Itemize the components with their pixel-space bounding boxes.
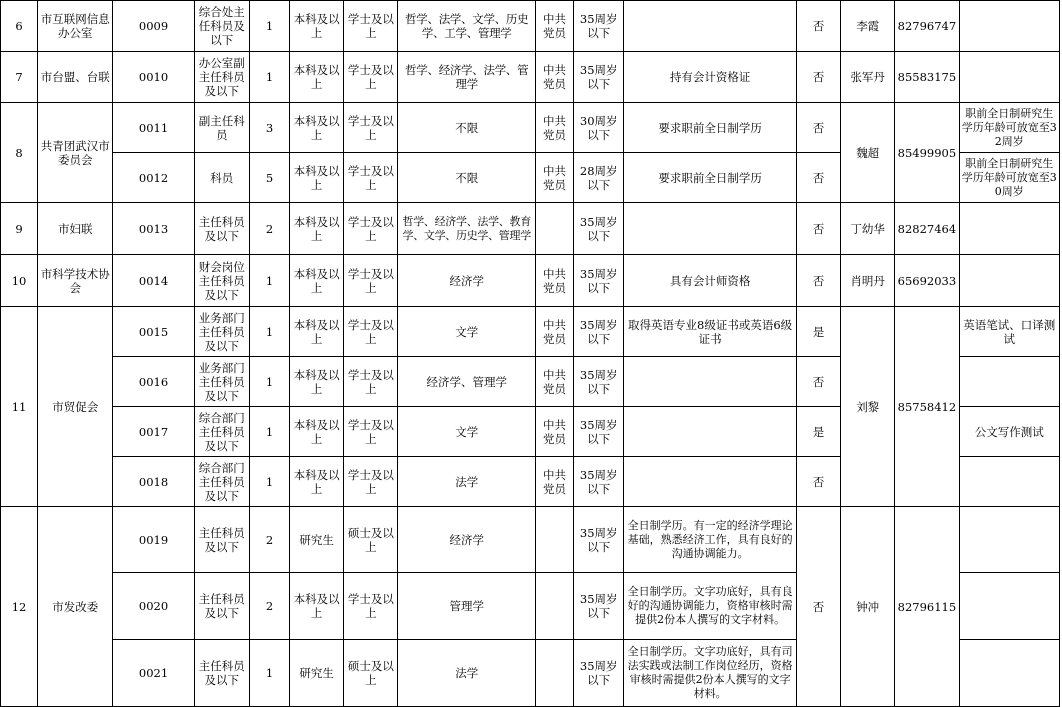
code-cell: 0016 [113,357,194,407]
unit-cell: 市互联网信息办公室 [38,1,113,52]
degree-cell: 学士及以上 [344,407,398,457]
count-cell: 5 [249,153,289,203]
count-cell: 2 [249,573,289,640]
major-cell: 文学 [398,307,536,357]
seq-cell: 6 [1,1,38,52]
degree-cell: 硕士及以上 [344,507,398,573]
other-cell [624,1,797,52]
education-cell: 本科及以上 [290,573,344,640]
table-row [1,507,1060,573]
education-cell: 研究生 [290,640,344,707]
political-cell: 中共党员 [535,307,573,357]
seq-cell: 11 [1,307,38,507]
education-cell: 本科及以上 [290,457,344,507]
code-cell: 0011 [113,103,194,153]
age-cell: 35周岁以下 [574,52,624,103]
exam-cell: 否 [796,457,840,507]
major-cell: 管理学 [398,573,536,640]
exam-cell: 否 [796,103,840,153]
exam-cell: 否 [796,507,840,707]
exam-cell: 否 [796,255,840,307]
count-cell: 1 [249,52,289,103]
code-cell: 0015 [113,307,194,357]
exam-cell: 否 [796,203,840,255]
code-cell: 0009 [113,1,194,52]
other-cell: 具有会计师资格 [624,255,797,307]
code-cell: 0012 [113,153,194,203]
position-cell: 副主任科员 [194,103,249,153]
table-row [1,307,1060,357]
position-cell: 办公室副主任科员及以下 [194,52,249,103]
note-cell: 职前全日制研究生学历年龄可放宽至32周岁 [959,103,1059,153]
other-cell [624,457,797,507]
major-cell: 法学 [398,457,536,507]
age-cell: 35周岁以下 [574,357,624,407]
note-cell: 英语笔试、口译测试 [959,307,1059,357]
exam-cell: 否 [796,357,840,407]
position-cell: 科员 [194,153,249,203]
political-cell: 中共党员 [535,52,573,103]
major-cell: 经济学、管理学 [398,357,536,407]
code-cell: 0020 [113,573,194,640]
other-cell: 全日制学历。有一定的经济学理论基础，熟悉经济工作，具有良好的沟通协调能力。 [624,507,797,573]
phone-cell: 65692033 [895,255,959,307]
age-cell: 35周岁以下 [574,507,624,573]
exam-cell: 否 [796,153,840,203]
count-cell: 2 [249,203,289,255]
table-row [1,52,1060,103]
political-cell [535,640,573,707]
position-cell: 综合部门主任科员及以下 [194,457,249,507]
major-cell: 不限 [398,103,536,153]
exam-cell: 否 [796,1,840,52]
count-cell: 1 [249,307,289,357]
phone-cell: 82827464 [895,203,959,255]
degree-cell: 学士及以上 [344,307,398,357]
political-cell: 中共党员 [535,457,573,507]
education-cell: 本科及以上 [290,357,344,407]
count-cell: 1 [249,357,289,407]
degree-cell: 学士及以上 [344,103,398,153]
political-cell: 中共党员 [535,357,573,407]
age-cell: 35周岁以下 [574,255,624,307]
major-cell: 文学 [398,407,536,457]
exam-cell: 是 [796,307,840,357]
unit-cell: 共青团武汉市委员会 [38,103,113,203]
exam-cell: 否 [796,52,840,103]
age-cell: 35周岁以下 [574,203,624,255]
phone-cell: 85583175 [895,52,959,103]
position-cell: 综合处主任科员及以下 [194,1,249,52]
code-cell: 0018 [113,457,194,507]
age-cell: 35周岁以下 [574,573,624,640]
age-cell: 35周岁以下 [574,640,624,707]
major-cell: 法学 [398,640,536,707]
political-cell: 中共党员 [535,103,573,153]
contact-cell: 丁幼华 [841,203,895,255]
education-cell: 本科及以上 [290,307,344,357]
major-cell: 经济学 [398,255,536,307]
note-cell [959,640,1059,707]
code-cell: 0017 [113,407,194,457]
other-cell [624,203,797,255]
other-cell: 取得英语专业8级证书或英语6级证书 [624,307,797,357]
count-cell: 3 [249,103,289,153]
seq-cell: 8 [1,103,38,203]
education-cell: 本科及以上 [290,103,344,153]
major-cell: 哲学、经济学、法学、管理学 [398,52,536,103]
other-cell: 全日制学历。文字功底好，具有良好的沟通协调能力，资格审核时需提供2份本人撰写的文字材料。 [624,573,797,640]
position-cell: 业务部门主任科员及以下 [194,307,249,357]
political-cell: 中共党员 [535,407,573,457]
seq-cell: 9 [1,203,38,255]
age-cell: 35周岁以下 [574,457,624,507]
position-cell: 财会岗位主任科员及以下 [194,255,249,307]
degree-cell: 硕士及以上 [344,640,398,707]
count-cell: 1 [249,255,289,307]
degree-cell: 学士及以上 [344,457,398,507]
other-cell: 要求职前全日制学历 [624,153,797,203]
unit-cell: 市妇联 [38,203,113,255]
age-cell: 35周岁以下 [574,407,624,457]
phone-cell: 82796747 [895,1,959,52]
position-cell: 主任科员及以下 [194,203,249,255]
education-cell: 本科及以上 [290,203,344,255]
degree-cell: 学士及以上 [344,255,398,307]
political-cell [535,573,573,640]
exam-cell: 是 [796,407,840,457]
degree-cell: 学士及以上 [344,357,398,407]
seq-cell: 12 [1,507,38,707]
table-row [1,103,1060,153]
note-cell [959,203,1059,255]
degree-cell: 学士及以上 [344,153,398,203]
other-cell: 持有会计资格证 [624,52,797,103]
degree-cell: 学士及以上 [344,52,398,103]
political-cell: 中共党员 [535,255,573,307]
contact-cell: 刘黎 [841,307,895,507]
note-cell [959,1,1059,52]
note-cell: 公文写作测试 [959,407,1059,457]
political-cell [535,507,573,573]
other-cell: 全日制学历。文字功底好，具有司法实践或法制工作岗位经历，资格审核时需提供2份本人撰写的文字材料。 [624,640,797,707]
other-cell [624,407,797,457]
code-cell: 0019 [113,507,194,573]
degree-cell: 学士及以上 [344,203,398,255]
position-cell: 主任科员及以下 [194,640,249,707]
political-cell: 中共党员 [535,1,573,52]
count-cell: 2 [249,507,289,573]
major-cell: 哲学、经济学、法学、教育学、文学、历史学、管理学 [398,203,536,255]
other-cell [624,357,797,407]
code-cell: 0010 [113,52,194,103]
contact-cell: 张军丹 [841,52,895,103]
count-cell: 1 [249,407,289,457]
note-cell [959,52,1059,103]
contact-cell: 钟冲 [841,507,895,707]
political-cell [535,203,573,255]
phone-cell: 85758412 [895,307,959,507]
age-cell: 35周岁以下 [574,307,624,357]
education-cell: 本科及以上 [290,52,344,103]
age-cell: 28周岁以下 [574,153,624,203]
major-cell: 经济学 [398,507,536,573]
phone-cell: 85499905 [895,103,959,203]
note-cell [959,457,1059,507]
note-cell [959,507,1059,573]
position-cell: 综合部门主任科员及以下 [194,407,249,457]
major-cell: 不限 [398,153,536,203]
major-cell: 哲学、法学、文学、历史学、工学、管理学 [398,1,536,52]
unit-cell: 市科学技术协会 [38,255,113,307]
degree-cell: 学士及以上 [344,1,398,52]
note-cell [959,357,1059,407]
position-cell: 业务部门主任科员及以下 [194,357,249,407]
unit-cell: 市贸促会 [38,307,113,507]
contact-cell: 李霞 [841,1,895,52]
age-cell: 35周岁以下 [574,1,624,52]
position-cell: 主任科员及以下 [194,507,249,573]
table-row [1,1,1060,52]
note-cell: 职前全日制研究生学历年龄可放宽至30周岁 [959,153,1059,203]
count-cell: 1 [249,457,289,507]
political-cell: 中共党员 [535,153,573,203]
seq-cell: 7 [1,52,38,103]
count-cell: 1 [249,640,289,707]
code-cell: 0014 [113,255,194,307]
note-cell [959,255,1059,307]
phone-cell: 82796115 [895,507,959,707]
education-cell: 本科及以上 [290,255,344,307]
code-cell: 0021 [113,640,194,707]
other-cell: 要求职前全日制学历 [624,103,797,153]
table-row [1,203,1060,255]
contact-cell: 魏超 [841,103,895,203]
code-cell: 0013 [113,203,194,255]
position-cell: 主任科员及以下 [194,573,249,640]
note-cell [959,573,1059,640]
unit-cell: 市台盟、台联 [38,52,113,103]
contact-cell: 肖明丹 [841,255,895,307]
age-cell: 30周岁以下 [574,103,624,153]
table-row [1,255,1060,307]
seq-cell: 10 [1,255,38,307]
education-cell: 研究生 [290,507,344,573]
count-cell: 1 [249,1,289,52]
education-cell: 本科及以上 [290,407,344,457]
education-cell: 本科及以上 [290,1,344,52]
degree-cell: 学士及以上 [344,573,398,640]
unit-cell: 市发改委 [38,507,113,707]
education-cell: 本科及以上 [290,153,344,203]
